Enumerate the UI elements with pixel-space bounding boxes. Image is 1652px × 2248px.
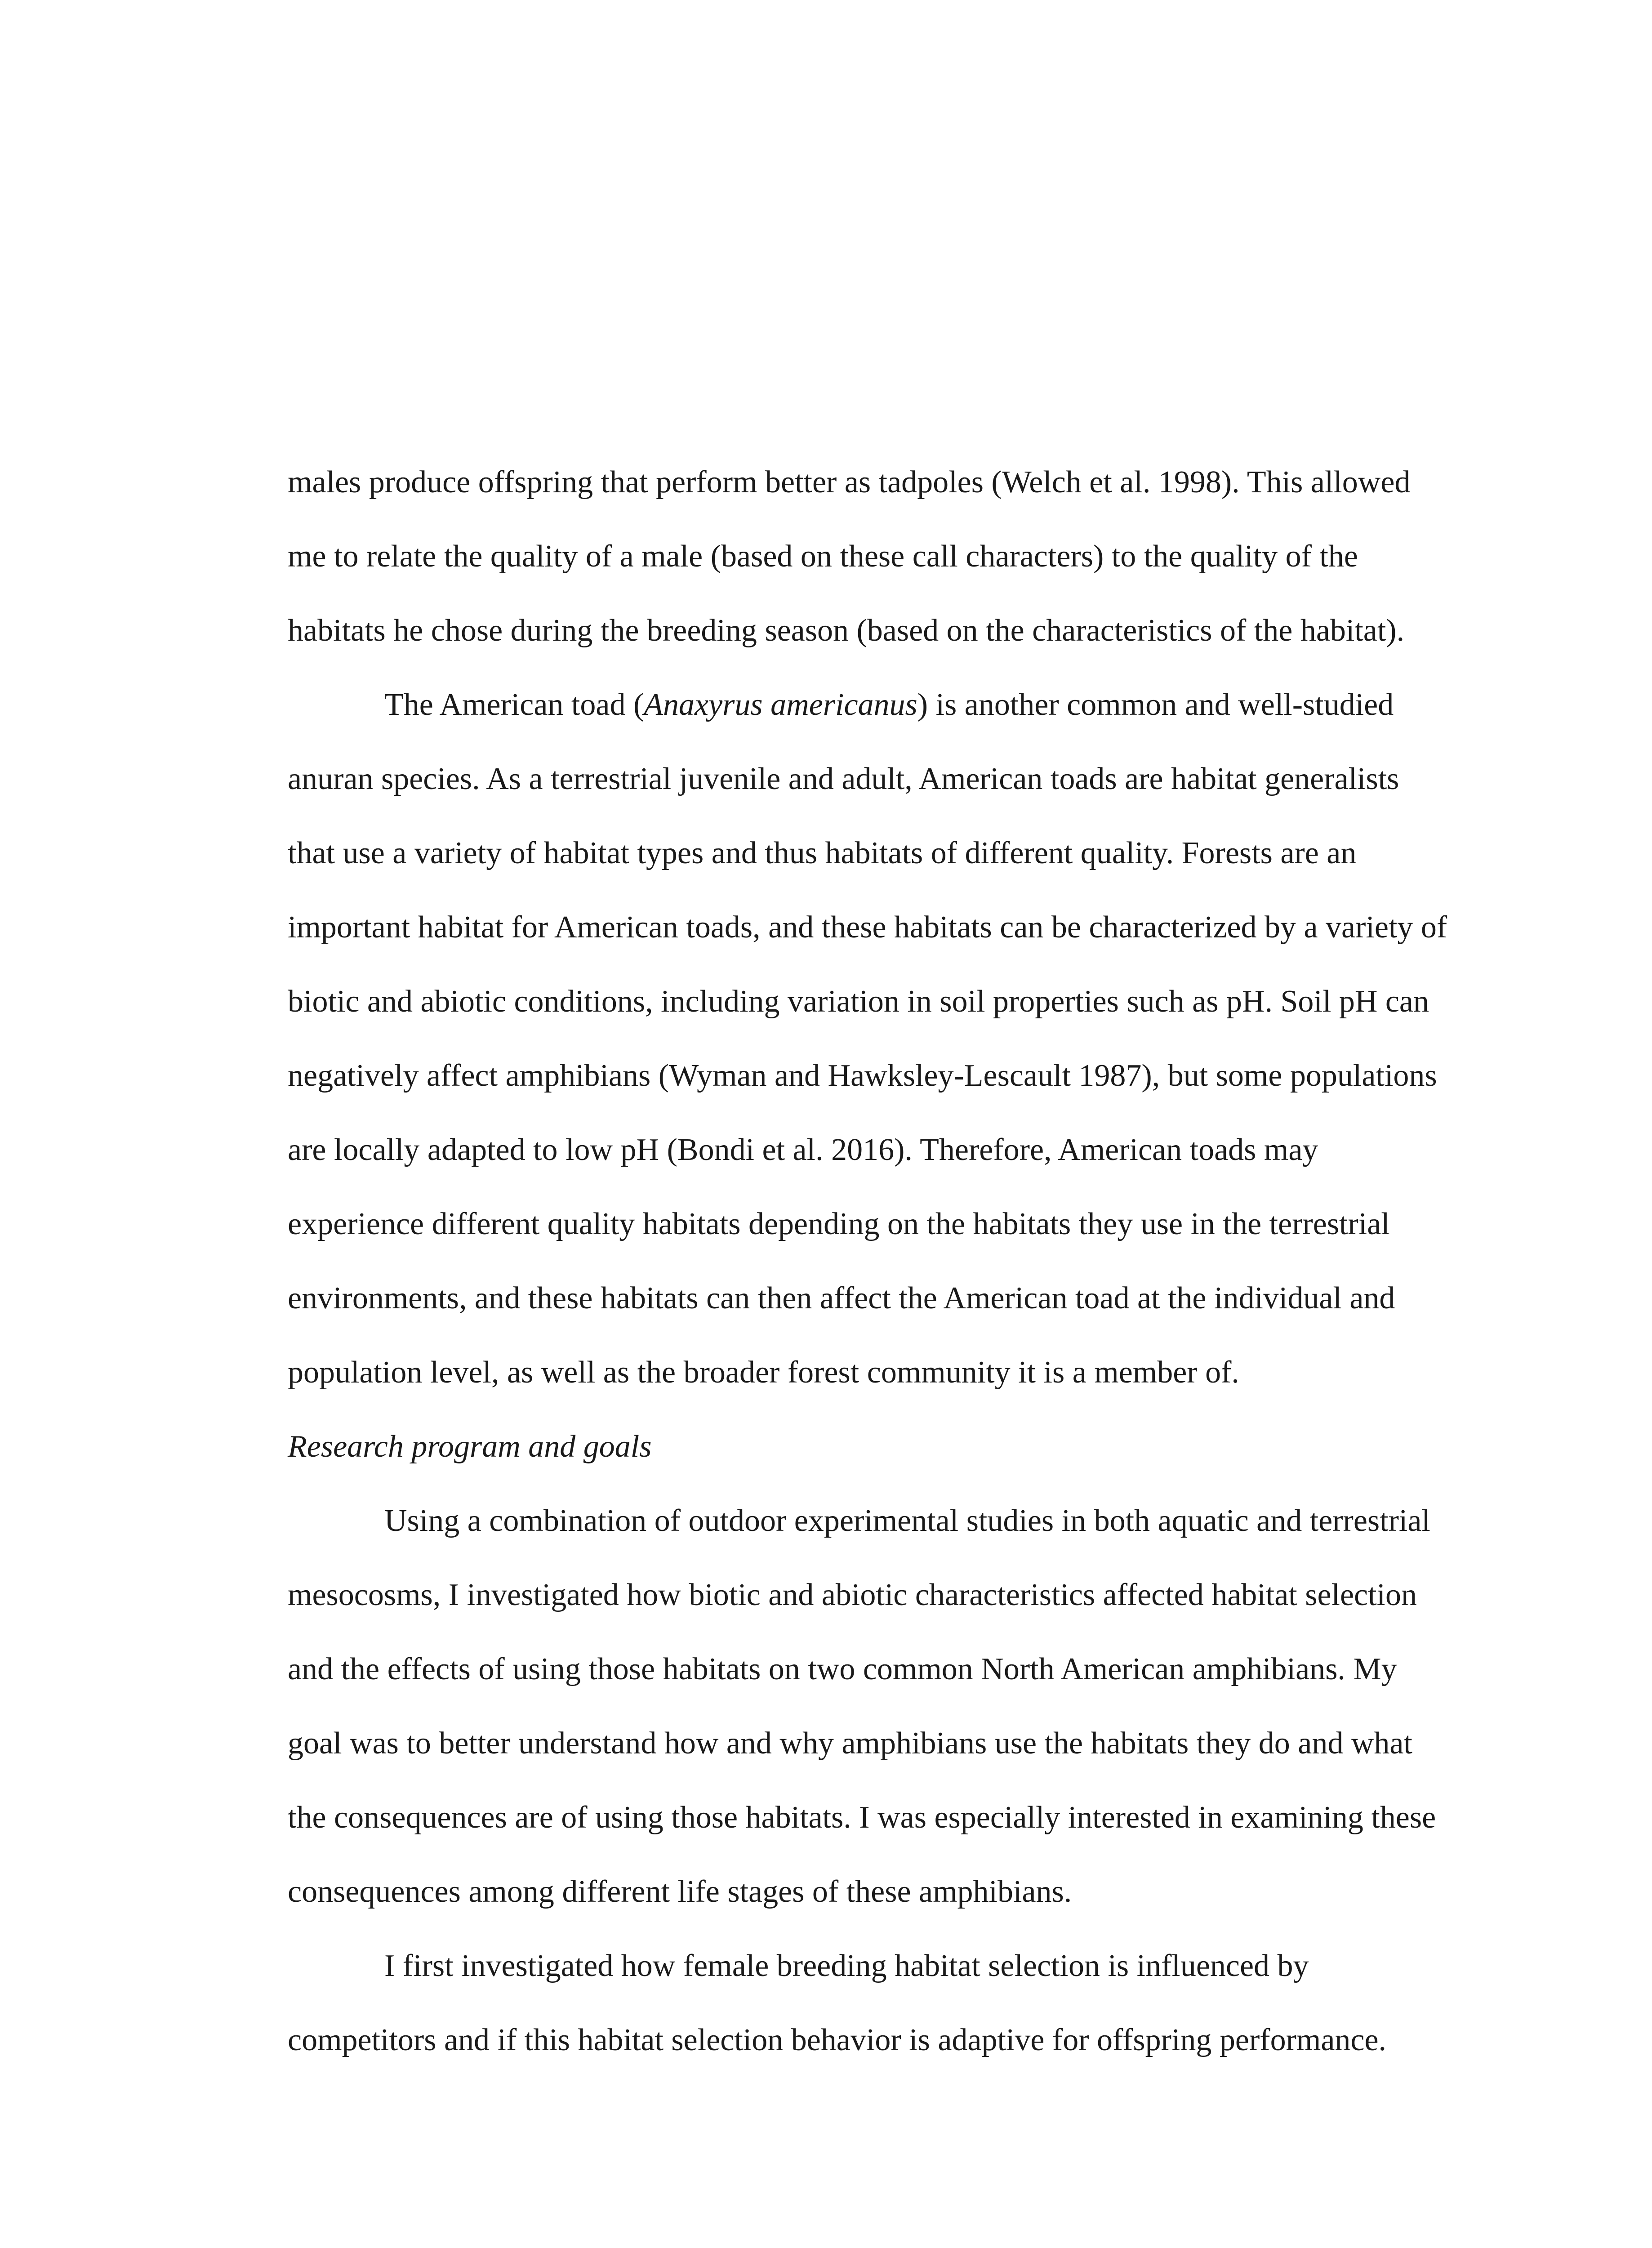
paragraph-text: ) is another common and well-studied anuran species. As a terrestrial juvenile and adult, American toads are habitat generalists that use a variety of habitat types and thus habitats of different quality. Forests are an important habitat for American toads, and these habitats can be characterized by a variety of biotic and abiotic conditions, including variation in soil properties such as pH. Soil pH can negatively affect amphibians (Wyman and Hawksley-Lescault 1987), but some populations are locally adapted to low pH (Bondi et al. 2016). Therefore, American toads may experience different quality habitats depending on the habitats they use in the terrestrial environments, and these habitats can then affect the American toad at the individual and population level, as well as the broader forest community it is a member of. [288,687,1447,1390]
paragraph-continuation [288,445,1447,668]
species-name: Anaxyrus americanus [644,687,917,722]
paragraph-first-investigation [288,1929,1447,2077]
paragraph-text: males produce offspring that perform better as tadpoles (Welch et al. 1998). This allowed me to relate the quality of a male (based on these call characters) to the quality of the habitats he chose during the breeding season (based on the characteristics of the habitat). [288,465,1411,648]
paragraph-text: The American toad ( [384,687,644,722]
body-text [288,445,1447,2077]
section-heading-text: Research program and goals [288,1429,652,1464]
paragraph-research-goals [288,1484,1447,1929]
paragraph-text: I first investigated how female breeding habitat selection is influenced by competitors and if this habitat selection behavior is adaptive for offspring performance. [288,1949,1387,2057]
paragraph-american-toad [288,668,1447,1409]
paragraph-text: Using a combination of outdoor experimental studies in both aquatic and terrestrial mesocosms, I investigated how biotic and abiotic characteristics affected habitat selection and the effects of using those habitats on two common North American amphibians. My goal was to better understand how and why amphibians use the habitats they do and what the consequences are of using those habitats. I was especially interested in examining these consequences among different life stages of these amphibians. [288,1503,1436,1909]
section-heading [288,1409,1447,1484]
